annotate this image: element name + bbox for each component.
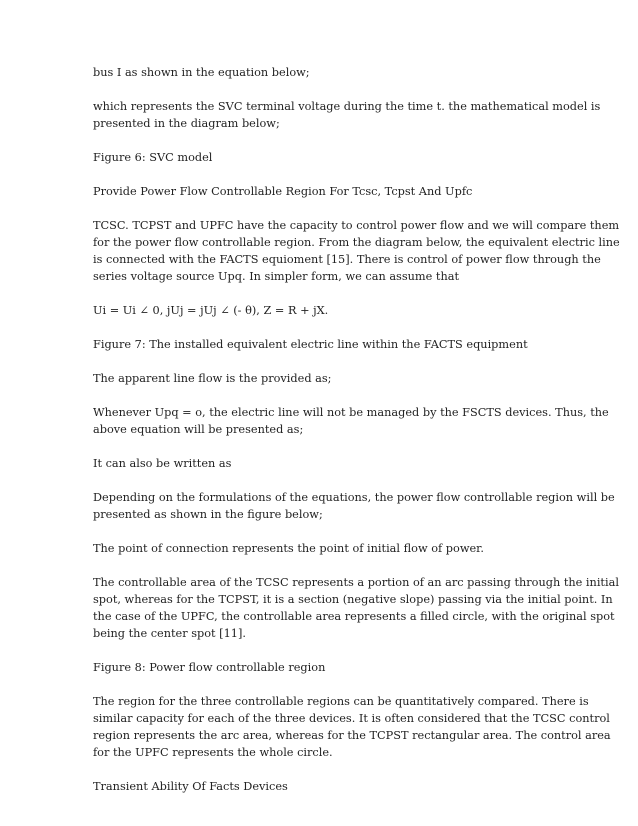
text-line: series voltage source Upq. In simpler form, we can assume that [93, 270, 460, 283]
paragraph [93, 64, 553, 81]
text-line: bus I as shown in the equation below; [93, 66, 310, 79]
text-line: It can also be written as [93, 457, 232, 470]
text-line: presented in the diagram below; [93, 117, 280, 130]
text-line: Ui = Ui ∠ 0, jUj = jUj ∠ (- θ), Z = R + jX. [93, 304, 329, 317]
text-line: The region for the three controllable regions can be quantitatively compared. There is [93, 695, 589, 708]
paragraph [93, 98, 601, 132]
paragraph [93, 574, 619, 642]
text-line: above equation will be presented as; [93, 423, 304, 436]
text-line: spot, whereas for the TCPST, it is a section (negative slope) passing via the initial point. In [93, 593, 613, 606]
text-line: The apparent line flow is the provided as; [93, 372, 332, 385]
text-line: The point of connection represents the point of initial flow of power. [93, 542, 484, 555]
text-line: Figure 7: The installed equivalent electric line within the FACTS equipment [93, 338, 528, 351]
text-line: the case of the UPFC, the controllable area represents a filled circle, with the original spot [93, 610, 615, 623]
text-line: The controllable area of the TCSC represents a portion of an arc passing through the initial [93, 576, 619, 589]
text-line: Provide Power Flow Controllable Region For Tcsc, Tcpst And Upfc [93, 185, 473, 198]
paragraph [93, 404, 609, 438]
text-line: being the center spot [11]. [93, 627, 246, 640]
text-line: is connected with the FACTS equioment [15]. There is control of power flow through the [93, 253, 601, 266]
text-line: Figure 6: SVC model [93, 151, 213, 164]
text-line: Transient Ability Of Facts Devices [93, 780, 288, 793]
paragraph [93, 217, 620, 285]
paragraph [93, 489, 615, 523]
paragraph [93, 455, 553, 472]
text-line: for the UPFC represents the whole circle. [93, 746, 333, 759]
paragraph [93, 302, 553, 319]
paragraph [93, 370, 553, 387]
text-line: similar capacity for each of the three devices. It is often considered that the TCSC control [93, 712, 610, 725]
text-line: Depending on the formulations of the equations, the power flow controllable region will be [93, 491, 615, 504]
paragraph [93, 693, 611, 761]
paragraph [93, 540, 553, 557]
paragraph [93, 778, 553, 795]
text-line: Figure 8: Power flow controllable region [93, 661, 326, 674]
paragraph [93, 659, 553, 676]
text-line: TCSC. TCPST and UPFC have the capacity to control power flow and we will compare them [93, 219, 620, 232]
text-line: Whenever Upq = o, the electric line will not be managed by the FSCTS devices. Thus, the [93, 406, 609, 419]
text-line: presented as shown in the figure below; [93, 508, 323, 521]
document-body [93, 64, 620, 812]
text-line: which represents the SVC terminal voltage during the time t. the mathematical model is [93, 100, 601, 113]
text-line: region represents the arc area, whereas for the TCPST rectangular area. The control area [93, 729, 611, 742]
paragraph [93, 149, 553, 166]
text-line: for the power flow controllable region. From the diagram below, the equivalent electric line [93, 236, 620, 249]
paragraph [93, 183, 553, 200]
paragraph [93, 336, 553, 353]
